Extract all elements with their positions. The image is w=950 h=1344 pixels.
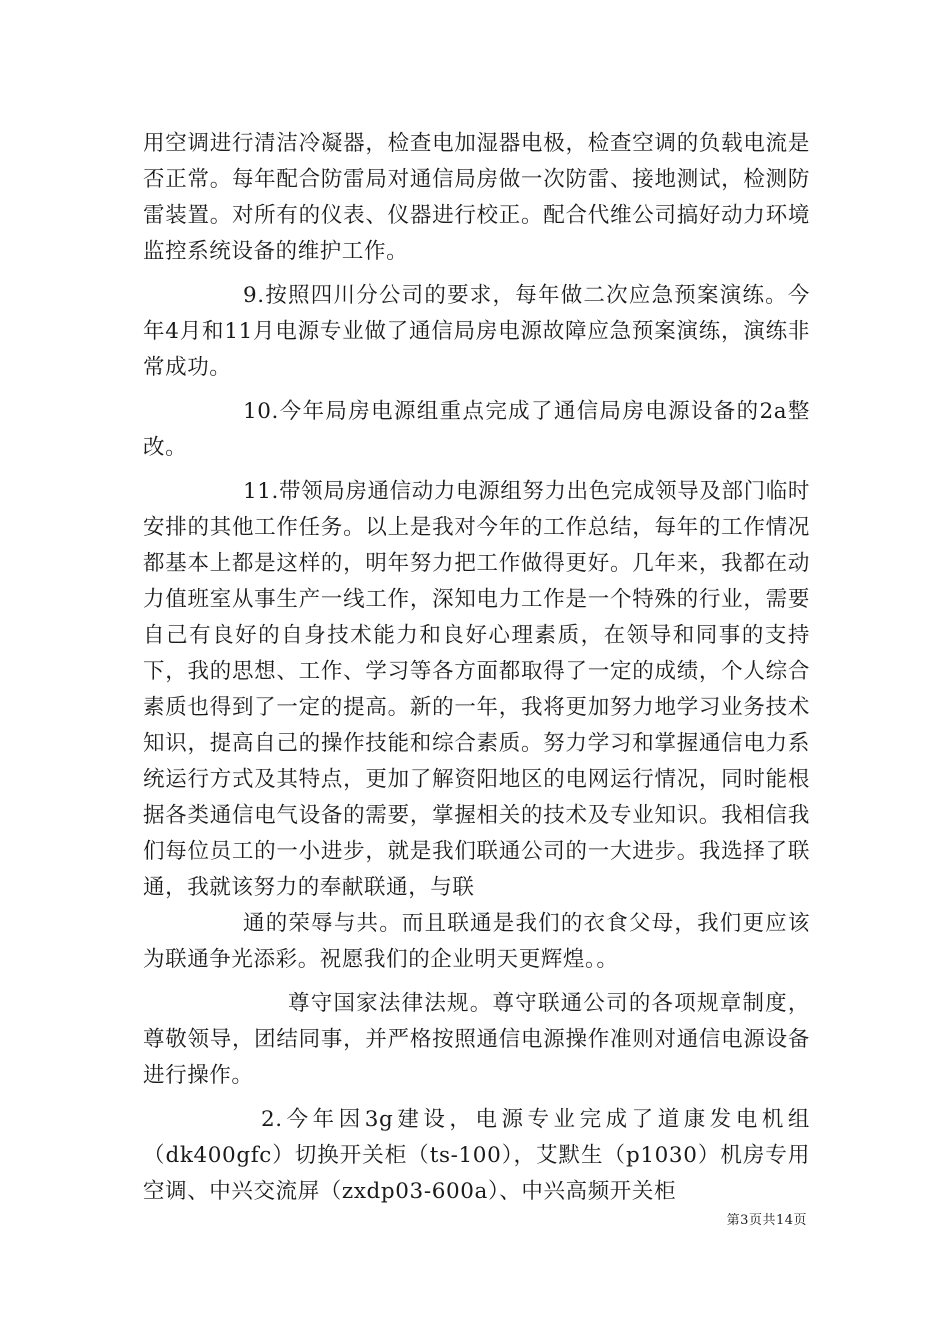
paragraph-item-9: 9.按照四川分公司的要求，每年做二次应急预案演练。今年4月和11月电源专业做了通信局房电源故障应急预案演练，演练非常成功。 bbox=[143, 283, 810, 380]
paragraph-item-10: 10.今年局房电源组重点完成了通信局房电源设备的2a整改。 bbox=[143, 399, 810, 460]
paragraph-item-2: 2.今年因3g建设，电源专业完成了道康发电机组（dk400gfc）切换开关柜（ts-100），艾默生（p1030）机房专用空调、中兴交流屏（zxdp03-600a）、中兴高频开关柜 bbox=[143, 1107, 810, 1204]
paragraph-continuation: 通的荣辱与共。而且联通是我们的衣食父母，我们更应该为联通争光添彩。祝愿我们的企业明天更辉煌。。 bbox=[143, 911, 810, 972]
document-body bbox=[143, 126, 810, 1210]
paragraph-maintenance: 用空调进行清洁冷凝器，检查电加湿器电极，检查空调的负载电流是否正常。每年配合防雷局对通信局房做一次防雷、接地测试，检测防雷装置。对所有的仪表、仪器进行校正。配合代维公司搞好动力环境监控系统设备的维护工作。 bbox=[143, 131, 810, 264]
page-number: 第3页共14页 bbox=[726, 1213, 807, 1228]
paragraph-compliance: 尊守国家法律法规。尊守联通公司的各项规章制度，尊敬领导，团结同事，并严格按照通信电源操作准则对通信电源设备进行操作。 bbox=[143, 991, 810, 1088]
paragraph-item-11: 11.带领局房通信动力电源组努力出色完成领导及部门临时安排的其他工作任务。以上是我对今年的工作总结，每年的工作情况都基本上都是这样的，明年努力把工作做得更好。几年来，我都在动力值班室从事生产一线工作，深知电力工作是一个特殊的行业，需要自己有良好的自身技术能力和良好心理素质，在领导和同事的支持下，我的思想、工作、学习等各方面都取得了一定的成绩，个人综合素质也得到了一定的提高。新的一年，我将更加努力地学习业务技术知识，提高自己的操作技能和综合素质。努力学习和掌握通信电力系统运行方式及其特点，更加了解资阳地区的电网运行情况，同时能根据各类通信电气设备的需要，掌握相关的技术及专业知识。我相信我们每位员工的一小进步，就是我们联通公司的一大进步。我选择了联通，我就该努力的奉献联通，与联 bbox=[143, 479, 810, 900]
